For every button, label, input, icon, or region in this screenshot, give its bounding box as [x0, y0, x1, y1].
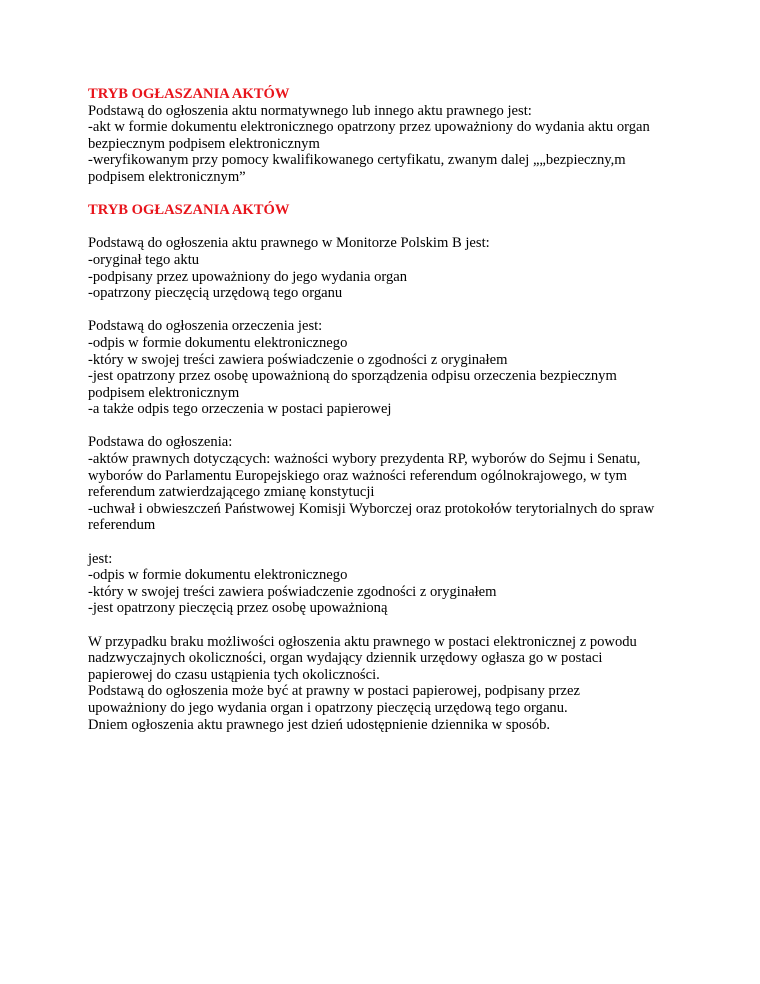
paragraph-postac-papierowa [88, 634, 688, 734]
text-line: referendum zatwierdzającego zmianę konstytucji [88, 484, 375, 501]
text-line: Podstawą do ogłoszenia aktu prawnego w Monitorze Polskim B jest: [88, 235, 490, 252]
paragraph-orzeczenie [88, 318, 688, 418]
spacer [88, 534, 688, 551]
spacer [88, 186, 688, 203]
document-body [88, 86, 688, 733]
text-line: referendum [88, 517, 156, 534]
text-line: -akt w formie dokumentu elektronicznego opatrzony przez upoważniony do wydania aktu organ [88, 119, 650, 136]
text-line: Podstawą do ogłoszenia może być at prawny w postaci papierowej, podpisany przez [88, 683, 580, 700]
text-line: papierowej do czasu ustąpienia tych okoliczności. [88, 666, 380, 683]
text-line: Podstawą do ogłoszenia aktu normatywnego lub innego aktu prawnego jest: [88, 102, 532, 119]
paragraph-monitor-polski [88, 235, 688, 301]
text-line: podpisem elektronicznym [88, 384, 240, 401]
text-line: Dniem ogłoszenia aktu prawnego jest dzień udostępnienie dziennika w sposób. [88, 716, 551, 733]
text-line: upoważniony do jego wydania organ i opatrzony pieczęcią urzędową tego organu. [88, 699, 568, 716]
paragraph-jest [88, 551, 688, 617]
section-heading: TRYB OGŁASZANIA AKTÓW [88, 86, 290, 102]
text-line: -uchwał i obwieszczeń Państwowej Komisji Wyborczej oraz protokołów terytorialnych do spraw [88, 500, 655, 517]
section1-paragraph [88, 103, 688, 186]
text-line: -aktów prawnych dotyczących: ważności wybory prezydenta RP, wyborów do Sejmu i Senatu, [88, 451, 641, 468]
text-line: -podpisany przez upoważniony do jego wydania organ [88, 268, 408, 285]
text-line: jest: [88, 550, 113, 567]
text-line: W przypadku braku możliwości ogłoszenia aktu prawnego w postaci elektronicznej z powodu [88, 633, 637, 650]
spacer [88, 418, 688, 435]
text-line: -weryfikowanym przy pomocy kwalifikowanego certyfikatu, zwanym dalej „„bezpieczny,m [88, 152, 626, 169]
spacer [88, 302, 688, 319]
spacer [88, 617, 688, 634]
text-line: nadzwyczajnych okoliczności, organ wydający dziennik urzędowy ogłasza go w postaci [88, 650, 603, 667]
text-line: -jest opatrzony pieczęcią przez osobę upoważnioną [88, 600, 388, 617]
spacer [88, 219, 688, 236]
text-line: -odpis w formie dokumentu elektronicznego [88, 567, 348, 584]
text-line: wyborów do Parlamentu Europejskiego oraz ważności referendum ogólnokrajowego, w tym [88, 467, 628, 484]
text-line: -oryginał tego aktu [88, 251, 200, 268]
text-line: -odpis w formie dokumentu elektronicznego [88, 334, 348, 351]
text-line: -opatrzony pieczęcią urzędową tego organu [88, 285, 343, 302]
text-line: -który w swojej treści zawiera poświadczenie zgodności z oryginałem [88, 583, 497, 600]
paragraph-wybory [88, 434, 688, 534]
text-line: Podstawa do ogłoszenia: [88, 434, 233, 451]
text-line: -a także odpis tego orzeczenia w postaci papierowej [88, 401, 392, 418]
text-line: Podstawą do ogłoszenia orzeczenia jest: [88, 318, 323, 335]
section-heading: TRYB OGŁASZANIA AKTÓW [88, 202, 290, 219]
text-line: bezpiecznym podpisem elektronicznym [88, 135, 320, 152]
text-line: podpisem elektronicznym” [88, 168, 246, 185]
text-line: -który w swojej treści zawiera poświadczenie o zgodności z oryginałem [88, 351, 508, 368]
text-line: -jest opatrzony przez osobę upoważnioną do sporządzenia odpisu orzeczenia bezpiecznym [88, 368, 617, 385]
